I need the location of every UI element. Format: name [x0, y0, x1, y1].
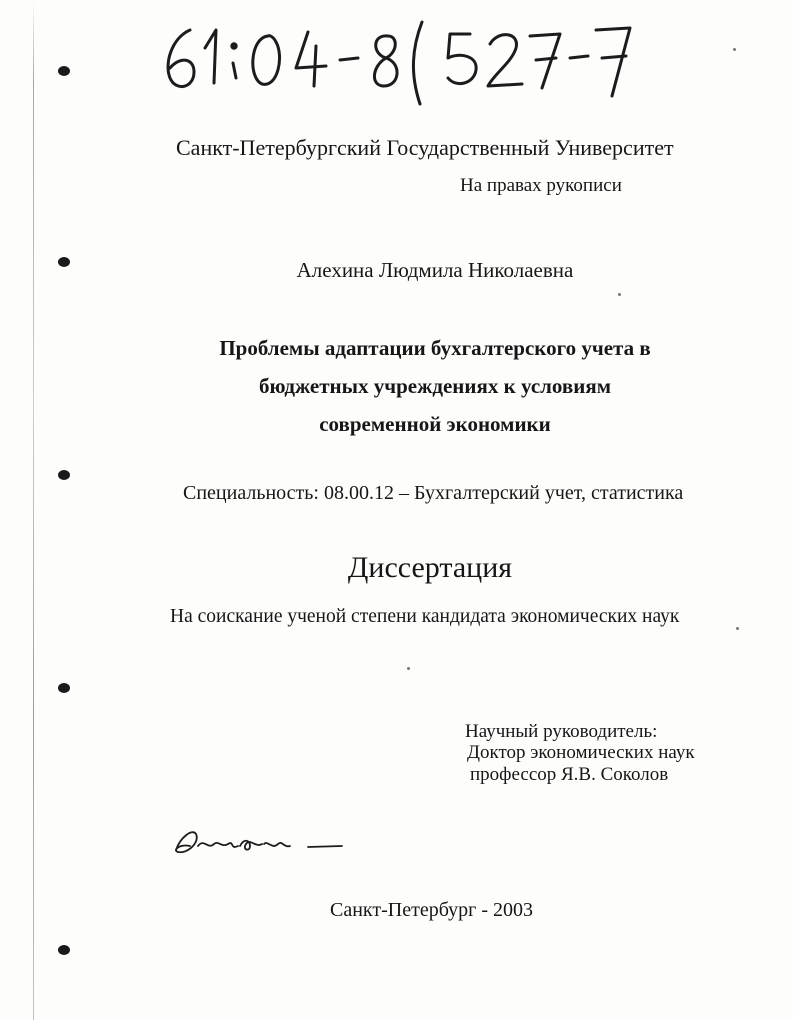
author-name: Алехина Людмила Николаевна — [296, 258, 574, 282]
city-and-year: Санкт-Петербург - 2003 — [330, 899, 533, 921]
advisor-degree: Доктор экономических наук — [467, 742, 695, 763]
binding-hole-mark — [58, 257, 70, 267]
document-type: Диссертация — [347, 551, 513, 584]
scan-speck — [618, 293, 621, 296]
advisor-name: профессор Я.В. Соколов — [470, 764, 669, 785]
thesis-title-line: бюджетных учреждениях к условиям — [258, 374, 612, 398]
advisor-label: Научный руководитель: — [465, 721, 658, 742]
binding-hole-mark — [58, 945, 70, 955]
handwritten-archive-code — [150, 8, 640, 108]
scan-speck — [736, 627, 739, 630]
author-signature — [170, 820, 350, 865]
thesis-title-line: современной экономики — [319, 412, 551, 436]
specialty: Специальность: 08.00.12 – Бухгалтерский учет, статистика — [183, 482, 684, 504]
scan-speck — [407, 667, 410, 670]
binding-hole-mark — [58, 683, 70, 693]
manuscript-note: На правах рукописи — [460, 175, 622, 196]
university-name: Санкт-Петербургский Государственный Университет — [176, 135, 674, 160]
binding-hole-mark — [58, 66, 70, 76]
degree-statement: На соискание ученой степени кандидата экономических наук — [170, 606, 680, 627]
scan-speck — [733, 48, 736, 51]
thesis-title-line: Проблемы адаптации бухгалтерского учета в — [219, 336, 651, 360]
scan-edge-line — [33, 0, 34, 1020]
binding-hole-mark — [58, 470, 70, 480]
